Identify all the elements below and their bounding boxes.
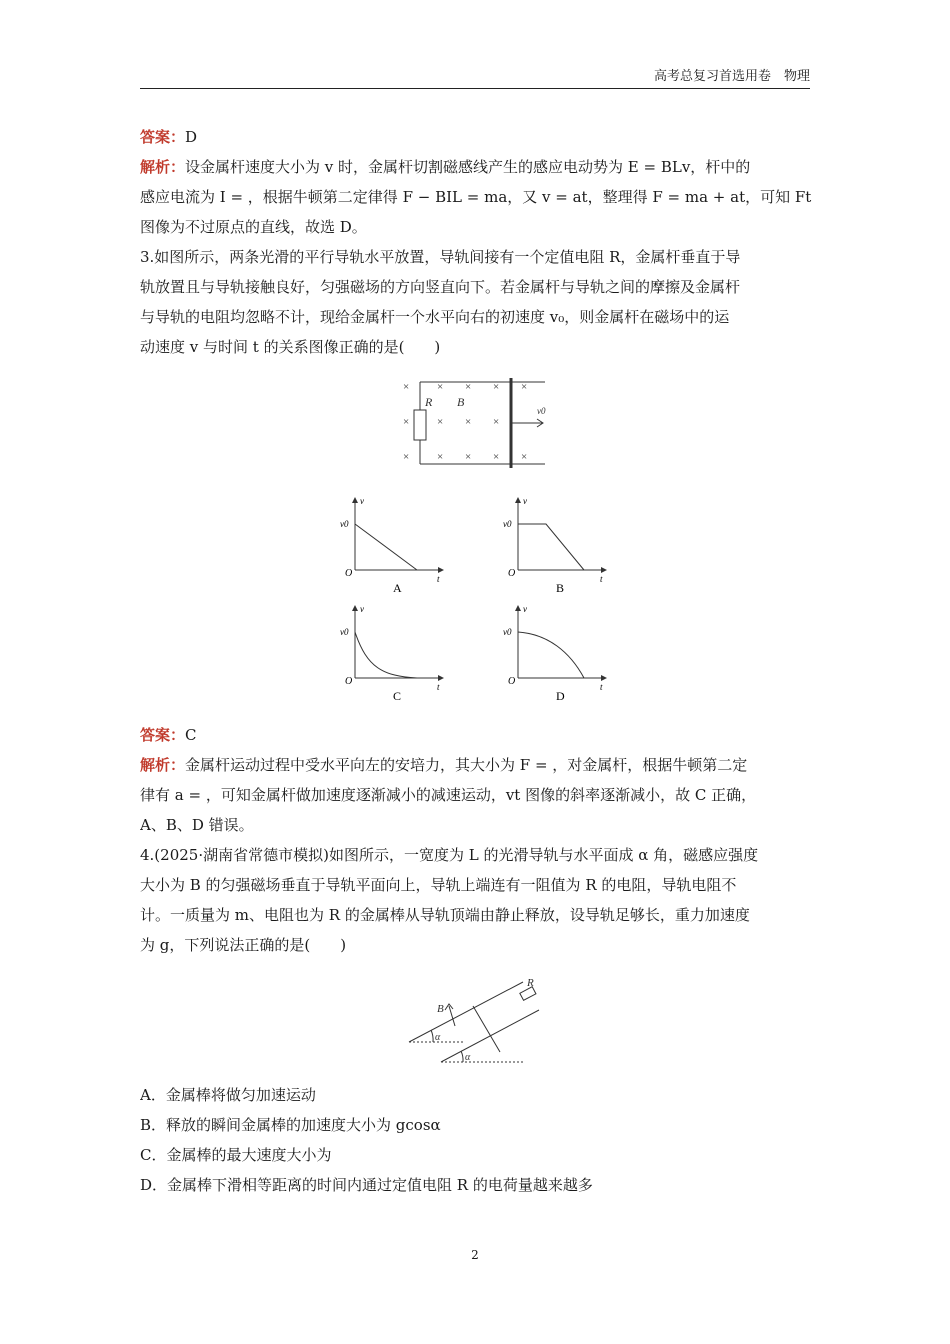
- option-label-a: A: [393, 581, 402, 595]
- cross-mark: ×: [493, 381, 500, 393]
- v-axis-label: v: [360, 496, 364, 506]
- t-axis-label: t: [600, 574, 603, 584]
- q3-stem-line: 轨放置且与导轨接触良好，匀强磁场的方向竖直向下。若金属杆与导轨之间的摩擦及金属杆: [140, 278, 741, 296]
- q4-options: [140, 1080, 812, 1200]
- vt-curve-b: [518, 524, 584, 570]
- option-b: B．释放的瞬间金属棒的加速度大小为 gcosα: [140, 1116, 441, 1134]
- v-axis-label: v: [360, 604, 364, 614]
- v0-label: v0: [503, 519, 512, 529]
- q3-answer: [140, 720, 812, 750]
- origin-label: O: [345, 568, 353, 579]
- cross-mark: ×: [437, 416, 444, 428]
- q3-analysis-line: 律有 a = ，可知金属杆做加速度逐渐减小的减速运动，vt 图像的斜率逐渐减小，故 C 正确，: [140, 786, 757, 804]
- analysis-text: 设金属杆速度大小为 v 时，金属杆切割磁感线产生的感应电动势为 E = BLv，杆中的: [185, 158, 751, 176]
- field-label: B: [437, 1003, 444, 1015]
- v0-label: v0: [503, 627, 512, 637]
- option-label-d: D: [556, 689, 565, 703]
- cross-mark: ×: [521, 381, 528, 393]
- option-label-b: B: [556, 581, 565, 595]
- t-axis-label: t: [600, 682, 603, 692]
- cross-mark: ×: [465, 451, 472, 463]
- q4-stem-line: 计。一质量为 m、电阻也为 R 的金属棒从导轨顶端由静止释放，设导轨足够长，重力加速度: [140, 906, 750, 924]
- q4-stem-line: 4.(2025·湖南省常德市模拟)如图所示，一宽度为 L 的光滑导轨与水平面成 α 角，磁感应强度: [140, 846, 759, 864]
- cross-mark: ×: [465, 416, 472, 428]
- option-label-c: C: [393, 689, 402, 703]
- q3-vt-graphs: [335, 492, 625, 712]
- graph-d: [503, 604, 606, 703]
- origin-label: O: [508, 676, 516, 687]
- q3-analysis-line: A、B、D 错误。: [140, 816, 254, 834]
- field-label: B: [457, 395, 465, 409]
- analysis-text: 金属杆运动过程中受水平向左的安培力，其大小为 F = ，对金属杆，根据牛顿第二定: [185, 756, 748, 774]
- q3-stem-line: 动速度 v 与时间 t 的关系图像正确的是( ): [140, 338, 441, 356]
- document-body: [140, 122, 812, 362]
- q3-stem-line: 3.如图所示，两条光滑的平行导轨水平放置，导轨间接有一个定值电阻 R，金属杆垂直于导: [140, 248, 741, 266]
- v-axis-label: v: [523, 604, 527, 614]
- q4-incline-figure: [405, 972, 545, 1064]
- analysis-label: 解析：: [140, 158, 186, 176]
- resistor-label: R: [425, 395, 433, 409]
- v-axis-label: v: [523, 496, 527, 506]
- answer-value: C: [185, 726, 197, 744]
- option-c: C．金属棒的最大速度大小为: [140, 1146, 332, 1164]
- velocity-label: v0: [537, 406, 546, 416]
- q2-answer: [140, 122, 812, 152]
- cross-mark: ×: [521, 451, 528, 463]
- option-d: D．金属棒下滑相等距离的时间内通过定值电阻 R 的电荷量越来越多: [140, 1176, 593, 1194]
- q3-circuit-figure: [395, 372, 555, 472]
- page-number: 2: [471, 1248, 479, 1262]
- cross-mark: ×: [437, 381, 444, 393]
- vt-curve-a: [355, 524, 417, 570]
- graph-b: [503, 496, 606, 595]
- graph-c: [340, 604, 443, 703]
- cross-mark: ×: [403, 451, 410, 463]
- answer-label: 答案：: [140, 726, 186, 744]
- vt-curve-c: [355, 632, 417, 678]
- page-header: [140, 68, 810, 89]
- q3-answer-block: [140, 720, 812, 960]
- cross-mark: ×: [493, 416, 500, 428]
- answer-value: D: [185, 128, 198, 146]
- answer-label: 答案：: [140, 128, 186, 146]
- q3-analysis-line: [140, 750, 812, 780]
- v0-label: v0: [340, 519, 349, 529]
- cross-mark: ×: [403, 416, 410, 428]
- vt-curve-d: [518, 632, 584, 678]
- cross-mark: ×: [403, 381, 410, 393]
- cross-mark: ×: [465, 381, 472, 393]
- q2-analysis-line: 图像为不过原点的直线，故选 D。: [140, 218, 367, 236]
- t-axis-label: t: [437, 682, 440, 692]
- analysis-label: 解析：: [140, 756, 186, 774]
- cross-mark: ×: [437, 451, 444, 463]
- option-a: A．金属棒将做匀加速运动: [140, 1086, 316, 1104]
- origin-label: O: [508, 568, 516, 579]
- v0-label: v0: [340, 627, 349, 637]
- q2-analysis-line: 感应电流为 I = ，根据牛顿第二定律得 F − BIL = ma，又 v = at，整理得 F = ma + at，可知 Ft: [140, 188, 812, 206]
- t-axis-label: t: [437, 574, 440, 584]
- cross-mark: ×: [493, 451, 500, 463]
- q2-analysis-line: [140, 152, 812, 182]
- angle-label: α: [465, 1052, 471, 1063]
- origin-label: O: [345, 676, 353, 687]
- q4-stem-line: 大小为 B 的匀强磁场垂直于导轨平面向上，导轨上端连有一阻值为 R 的电阻，导轨电阻不: [140, 876, 737, 894]
- q3-stem-line: 与导轨的电阻均忽略不计，现给金属杆一个水平向右的初速度 v₀，则金属杆在磁场中的运: [140, 308, 730, 326]
- q4-stem-line: 为 g，下列说法正确的是( ): [140, 936, 347, 954]
- resistor-label: R: [527, 977, 534, 989]
- header-title: 高考总复习首选用卷 物理: [653, 69, 810, 84]
- graph-a: [340, 496, 443, 595]
- angle-label: α: [435, 1032, 441, 1043]
